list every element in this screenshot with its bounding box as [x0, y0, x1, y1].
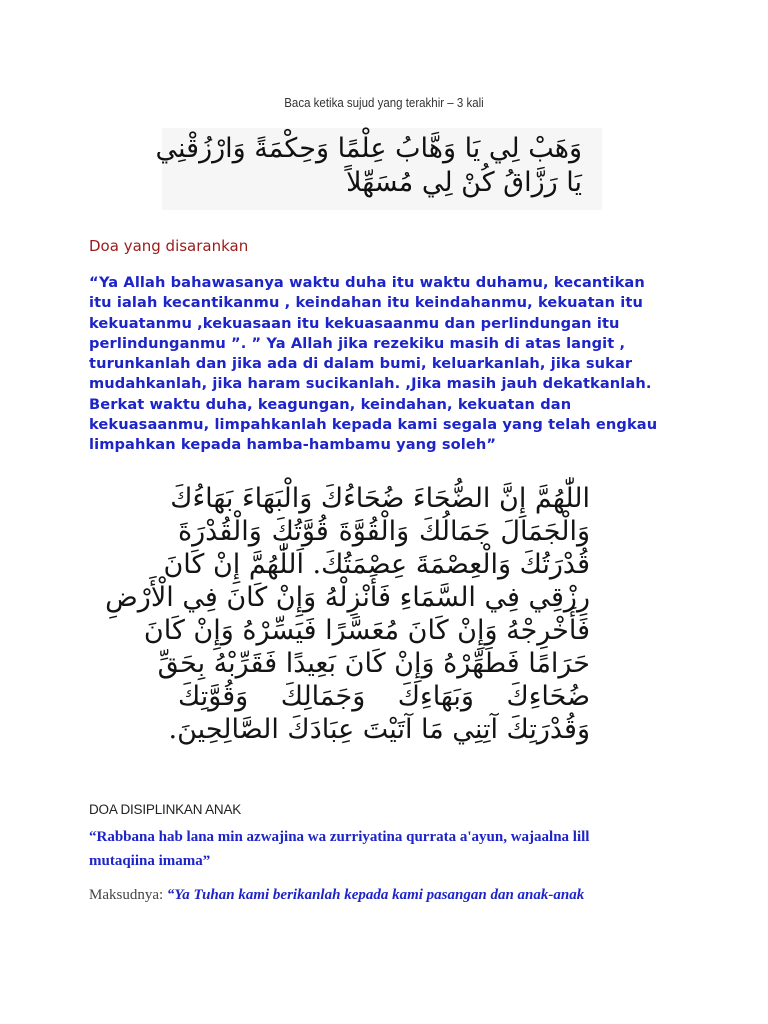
arabic-row: وَالْجَمَالَ جَمَالُكَ وَالْقُوَّةَ قُوَّتُكَ وَالْقُدْرَةَ: [178, 516, 590, 547]
arabic-line: وَهَبْ لِي يَا وَهَّابُ عِلْمًا وَحِكْمَةً وَارْزُقْنِي: [155, 133, 582, 164]
arabic-prayer-image-long: [105, 482, 590, 782]
disiplin-heading: DOA DISIPLINKAN ANAK: [89, 802, 242, 817]
arabic-prayer-image-short: [155, 128, 602, 210]
section-heading: Doa yang disarankan: [89, 237, 249, 255]
doa-text: “Ya Allah bahawasanya waktu duha itu waktu duhamu, kecantikan itu ialah kecantikanmu , keindahan itu keindahanmu, kekuatan itu kekuatanmu ,kekuasaan itu kekuasaanmu dan perlindungan itu perlindunganmu ”. ” Ya Allah jika rezekiku masih di atas langit , turunkanlah dan jika ada di dalam bumi, keluarkanlah, jika sukar mudahkanlah, jika haram sucikanlah. ,Jika masih jauh dekatkanlah. Berkat waktu duha, keagungan, keindahan, kekuatan dan kekuasaanmu, limpahkanlah kepada kami segala yang telah engkau limpahkan kepada hamba-hambamu yang soleh”: [89, 274, 658, 454]
arabic-row: ضُحَاءِكَ وَبَهَاءِكَ وَجَمَالِكَ وَقُوَّتِكَ: [178, 681, 590, 712]
maksud-quote: “Ya Tuhan kami berikanlah kepada kami pasangan dan anak-anak: [166, 887, 585, 903]
arabic-line: يَا رَزَّاقُ كُنْ لِي مُسَهِّلاً: [346, 167, 582, 198]
rabbana-text: “Rabbana hab lana min azwajina wa zurriyatina qurrata a'ayun, wajaalna lill mutaqiina imama”: [89, 829, 590, 869]
maksud-line: [89, 887, 729, 904]
sujud-caption: Baca ketika sujud yang terakhir – 3 kali: [284, 96, 484, 110]
arabic-row: حَرَامًا فَطَهِّرْهُ وَإِنْ كَانَ بَعِيدًا فَقَرِّبْهُ بِحَقِّ: [157, 648, 590, 679]
arabic-row: فَأَخْرِجْهُ وَإِنْ كَانَ مُعَسَّرًا فَيَسِّرْهُ وَإِنْ كَانَ: [143, 615, 590, 646]
arabic-row: قُدْرَتُكَ وَالْعِصْمَةَ عِصْمَتُكَ. اَللّٰهُمَّ إِنْ كَانَ: [163, 549, 590, 580]
arabic-row: اللّٰهُمَّ إِنَّ الضُّحَاءَ ضُحَاءُكَ وَالْبَهَاءَ بَهَاءُكَ: [170, 483, 590, 514]
arabic-row: وَقُدْرَتِكَ آتِنِي مَا آتَيْتَ عِبَادَكَ الصَّالِحِينَ.: [168, 714, 590, 745]
maksud-label: Maksudnya:: [89, 887, 167, 903]
arabic-row: رِزْقِي فِي السَّمَاءِ فَأَنْزِلْهُ وَإِنْ كَانَ فِي الْأَرْضِ: [105, 582, 590, 613]
